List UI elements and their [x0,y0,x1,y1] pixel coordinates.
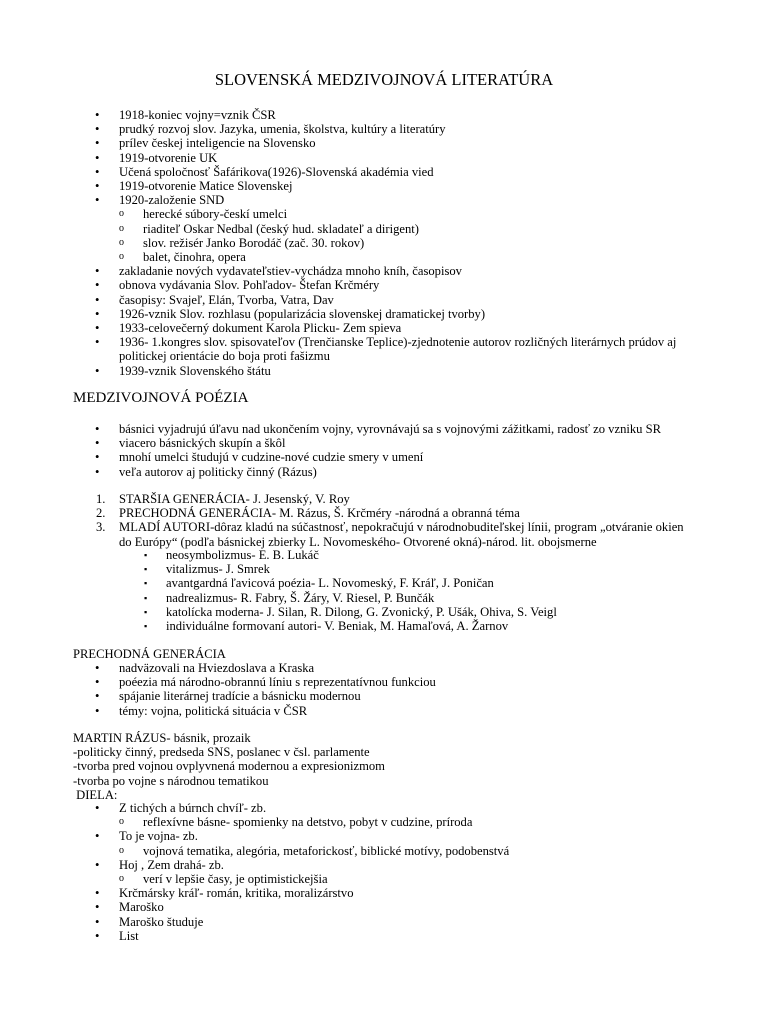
list-item-text: 1918-koniec vojny=vznik ČSR [119,108,276,122]
list-item [0,548,700,562]
bullet-marker: • [95,703,100,718]
list-item [0,278,700,292]
list-item-text: PRECHODNÁ GENERÁCIA- M. Rázus, Š. Krčméry -národná a obranná téma [119,506,520,521]
bullet-marker: • [95,675,100,690]
bullet-marker: o [119,251,124,263]
bullet-marker: • [95,801,100,815]
bullet-marker: 3. [96,520,106,535]
list-item-text: verí v lepšie časy, je optimistickejšia [143,872,328,887]
list-item [0,293,700,307]
list-item-text: vitalizmus- J. Smrek [166,562,270,577]
list-item [0,619,700,633]
list-item [0,829,700,843]
list-item-text: 1933-celovečerný dokument Karola Plicku- Zem spieva [119,321,402,336]
bullet-marker: 2. [96,506,106,521]
bullet-marker: • [95,193,100,208]
list-item-text: reflexívne básne- spomienky na detstvo, pobyt v cudzine, príroda [143,815,473,830]
intro-list [0,108,700,378]
list-item-text: zakladanie nových vydavateľstiev-vychádza mnoho kníh, časopisov [119,264,462,279]
list-item [0,364,700,378]
list-item [0,704,700,718]
list-item-text: 1939-vznik Slovenského štátu [119,363,271,378]
bullet-marker: • [95,914,100,929]
bullet-marker: o [119,222,124,234]
list-item-text: individuálne formovaní autori- V. Beniak, M. Hamaľová, A. Žarnov [166,619,509,634]
list-item [0,151,700,165]
bullet-marker: • [95,363,100,378]
list-item-text: básnici vyjadrujú úľavu nad ukončením vojny, vyrovnávajú sa s vojnovými zážitkami, radosť zo vzniku SR [119,422,662,436]
list-item [0,264,700,278]
bullet-marker: • [95,335,100,350]
list-item [0,689,700,703]
bullet-marker: • [95,264,100,279]
bullet-marker: ▪ [144,578,148,589]
list-item-text: 1926-vznik Slov. rozhlasu (popularizácia slovenskej dramatickej tvorby) [119,306,486,321]
list-item-text: balet, činohra, opera [143,250,246,265]
bullet-marker: • [95,436,100,451]
list-item-text: prudký rozvoj slov. Jazyka, umenia, školstva, kultúry a literatúry [119,122,446,137]
list-item-text: avantgardná ľavicová poézia- L. Novomeský, F. Kráľ, J. Poničan [166,576,494,591]
bullet-marker: o [119,844,124,856]
text-line: -politicky činný, predseda SNS, poslanec v čsl. parlamente [73,745,370,760]
text-line: MARTIN RÁZUS- básnik, prozaik [73,731,251,745]
document-title: SLOVENSKÁ MEDZIVOJNOVÁ LITERATÚRA [214,70,554,89]
list-item-text: Učená spoločnosť Šafárikova(1926)-Slovenská akadémia vied [119,164,434,179]
list-item-text: Maroško študuje [119,914,204,929]
list-item [0,576,700,590]
list-item-text: Krčmársky kráľ- román, kritika, moralizárstvo [119,886,354,901]
generation-list [0,492,700,549]
list-item-text: 1920-založenie SND [119,193,225,208]
bullet-marker: 1. [96,492,106,506]
bullet-marker: • [95,829,100,844]
list-item [0,307,700,321]
bullet-marker: • [95,108,100,122]
bullet-marker: • [95,150,100,165]
bullet-marker: • [95,900,100,915]
list-item [0,900,700,914]
list-item [0,335,694,363]
numbered-item [0,520,694,548]
list-item [0,465,700,479]
list-item [0,321,700,335]
list-item-text: riaditeľ Oskar Nedbal (český hud. skladateľ a dirigent) [143,221,420,236]
young-authors-streams-list [0,548,700,633]
list-item [0,844,700,858]
list-item [0,165,700,179]
list-item-text: 1936- 1.kongres slov. spisovateľov (Trenčianske Teplice)-zjednotenie autorov rozličných literárnych prúdov aj politickej orientácie do boja proti fašizmu [119,335,677,364]
bullet-marker: • [95,179,100,194]
list-item-text: nadväzovali na Hviezdoslava a Kraska [119,661,315,675]
list-item [0,886,700,900]
list-item-text: Z tichých a búrnch chvíľ- zb. [119,801,267,815]
list-item-text: Hoj , Zem drahá- zb. [119,857,224,872]
list-item [0,929,700,943]
list-item [0,591,700,605]
bullet-marker: • [95,661,100,675]
bullet-marker: ▪ [144,550,148,560]
list-item-text: neosymbolizmus- E. B. Lukáč [166,548,319,562]
list-item-text: vojnová tematika, alegória, metaforickosť, biblické motívy, podobenstvá [143,843,510,858]
list-item-text: To je vojna- zb. [119,829,198,844]
bullet-marker: • [95,689,100,704]
list-item-text: témy: vojna, politická situácia v ČSR [119,703,308,718]
list-item-text: veľa autorov aj politicky činný (Rázus) [119,464,317,479]
bullet-marker: • [95,164,100,179]
list-item-text: poéezia má národno-obrannú líniu s reprezentatívnou funkciou [119,675,436,690]
bullet-marker: o [119,816,124,828]
text-line: -tvorba pred vojnou ovplyvnená modernou a expresionizmom [73,759,385,774]
bullet-marker: ▪ [144,621,148,632]
list-item-text: STARŠIA GENERÁCIA- J. Jesenský, V. Roy [119,492,350,506]
list-item [0,815,700,829]
bullet-marker: o [119,208,124,220]
list-item [0,801,700,815]
bullet-marker: • [95,886,100,901]
razus-works-list [0,801,700,943]
prechodna-heading: PRECHODNÁ GENERÁCIA [73,647,226,661]
list-item [0,605,700,619]
list-item [0,250,700,264]
list-item-text: spájanie literárnej tradície a básnicku modernou [119,689,361,704]
list-item [0,422,700,436]
list-item [0,872,700,886]
bullet-marker: ▪ [144,592,148,603]
bullet-marker: • [95,464,100,479]
list-item [0,675,700,689]
bullet-marker: • [95,450,100,465]
list-item [0,236,700,250]
bullet-marker: • [95,278,100,293]
poetry-heading: MEDZIVOJNOVÁ POÉZIA [73,390,249,406]
list-item [0,222,700,236]
list-item-text: 1919-otvorenie UK [119,150,218,165]
list-item [0,179,700,193]
list-item-text: katolícka moderna- J. Silan, R. Dilong, G. Zvonický, P. Ušák, Ohiva, S. Veigl [166,604,557,619]
list-item-text: herecké súbory-českí umelci [143,207,288,222]
list-item [0,562,700,576]
text-line: DIELA: [73,787,118,802]
list-item [0,193,700,207]
list-item [0,122,700,136]
list-item-text: List [119,928,139,943]
bullet-marker: • [95,857,100,872]
numbered-item [0,506,700,520]
list-item-text: prílev českej inteligencie na Slovensko [119,136,316,151]
prechodna-list [0,661,700,718]
list-item [0,436,700,450]
list-item-text: slov. režisér Janko Borodáč (zač. 30. rokov) [143,235,365,250]
bullet-marker: ▪ [144,564,148,575]
poetry-bullet-list [0,422,700,479]
razus-section [0,731,700,802]
bullet-marker: • [95,928,100,943]
bullet-marker: • [95,122,100,137]
list-item-text: 1919-otvorenie Matice Slovenskej [119,179,293,194]
list-item [0,450,700,464]
bullet-marker: • [95,306,100,321]
list-item-text: časopisy: Svajeľ, Elán, Tvorba, Vatra, Dav [119,292,334,307]
bullet-marker: • [95,422,100,436]
bullet-marker: ▪ [144,606,148,617]
numbered-item [0,492,700,506]
list-item [0,108,700,122]
list-item-text: nadrealizmus- R. Fabry, Š. Žáry, V. Riesel, P. Bunčák [166,590,435,605]
list-item [0,661,700,675]
list-item-text: viacero básnických skupín a škôl [119,436,286,451]
bullet-marker: • [95,136,100,151]
bullet-marker: • [95,292,100,307]
list-item [0,915,700,929]
bullet-marker: o [119,236,124,248]
list-item-text: Maroško [119,900,164,915]
text-line: -tvorba po vojne s národnou tematikou [73,773,269,788]
list-item-text: MLADÍ AUTORI-dôraz kladú na súčastnosť, nepokračujú v národnobuditeľskej línii, program „otváranie okien do Európy“ (podľa básnickej zbierky L. Novomeského- Otvorené okná)-národ. lit. obojsmerne [119,520,684,549]
list-item [0,136,700,150]
list-item-text: mnohí umelci študujú v cudzine-nové cudzie smery v umení [119,450,424,465]
bullet-marker: • [95,321,100,336]
bullet-marker: o [119,873,124,885]
list-item [0,858,700,872]
list-item [0,207,700,221]
list-item-text: obnova vydávania Slov. Pohľadov- Štefan Krčméry [119,278,380,293]
